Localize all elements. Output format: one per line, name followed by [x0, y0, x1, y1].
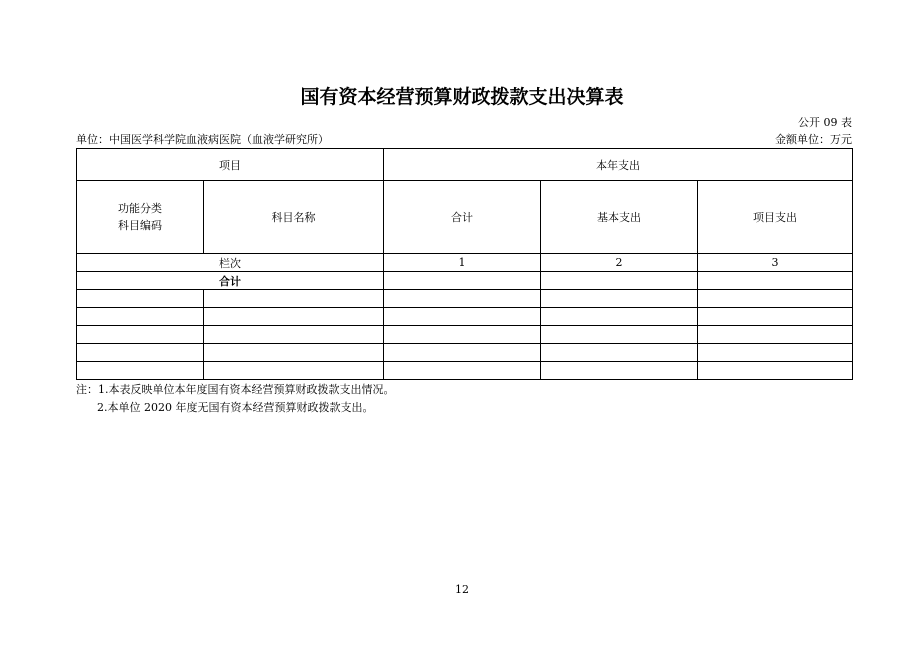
note-line-1: 注：1.本表反映单位本年度国有资本经营预算财政拨款支出情况。: [76, 383, 395, 396]
unit-label: 单位：中国医学科学院血液病医院（血液学研究所）: [76, 133, 329, 146]
table-cell: [698, 308, 853, 326]
table-cell: [384, 326, 541, 344]
total-cell: [384, 272, 541, 290]
header-current-year-expense: 本年支出: [384, 149, 853, 181]
total-project-cell: [698, 272, 853, 290]
table-cell: [384, 344, 541, 362]
total-row: [77, 272, 853, 290]
table-cell: [698, 290, 853, 308]
table-row: [77, 290, 853, 308]
table-subheader-row: [77, 181, 853, 254]
header-total: 合计: [384, 181, 541, 254]
table-row: [77, 344, 853, 362]
table-cell: [77, 290, 204, 308]
expense-table: [76, 148, 853, 380]
form-code: 公开 09 表: [798, 116, 852, 129]
table-cell: [541, 290, 698, 308]
table-row: [77, 326, 853, 344]
amount-unit-label: 金额单位：万元: [775, 133, 852, 146]
table-cell: [384, 308, 541, 326]
document-title: 国有资本经营预算财政拨款支出决算表: [300, 86, 624, 108]
table-cell: [77, 362, 204, 380]
table-cell: [698, 326, 853, 344]
header-item: 项目: [77, 149, 384, 181]
header-project-expense: 项目支出: [698, 181, 853, 254]
table-cell: [204, 344, 384, 362]
total-basic-cell: [541, 272, 698, 290]
header-subject-name: 科目名称: [204, 181, 384, 254]
column-number-3: 3: [698, 254, 853, 272]
header-function-code-line1: 功能分类: [118, 202, 162, 215]
header-function-code-line2: 科目编码: [118, 219, 162, 232]
table-cell: [541, 362, 698, 380]
table-header-row: [77, 149, 853, 181]
column-number-row: [77, 254, 853, 272]
total-label: 合计: [77, 272, 384, 290]
header-function-code: [77, 181, 204, 254]
table-cell: [77, 344, 204, 362]
table-cell: [384, 290, 541, 308]
table-cell: [698, 362, 853, 380]
column-number-label: 栏次: [77, 254, 384, 272]
table-cell: [541, 308, 698, 326]
table-row: [77, 362, 853, 380]
table-cell: [384, 362, 541, 380]
table-cell: [541, 326, 698, 344]
table-cell: [77, 308, 204, 326]
table-cell: [204, 326, 384, 344]
table-cell: [698, 344, 853, 362]
table-cell: [204, 290, 384, 308]
page-number: 12: [455, 583, 469, 596]
header-basic-expense: 基本支出: [541, 181, 698, 254]
note-line-2: 2.本单位 2020 年度无国有资本经营预算财政拨款支出。: [97, 401, 374, 414]
table-row: [77, 308, 853, 326]
table-cell: [204, 362, 384, 380]
table-cell: [77, 326, 204, 344]
table-cell: [541, 344, 698, 362]
column-number-1: 1: [384, 254, 541, 272]
table-cell: [204, 308, 384, 326]
column-number-2: 2: [541, 254, 698, 272]
